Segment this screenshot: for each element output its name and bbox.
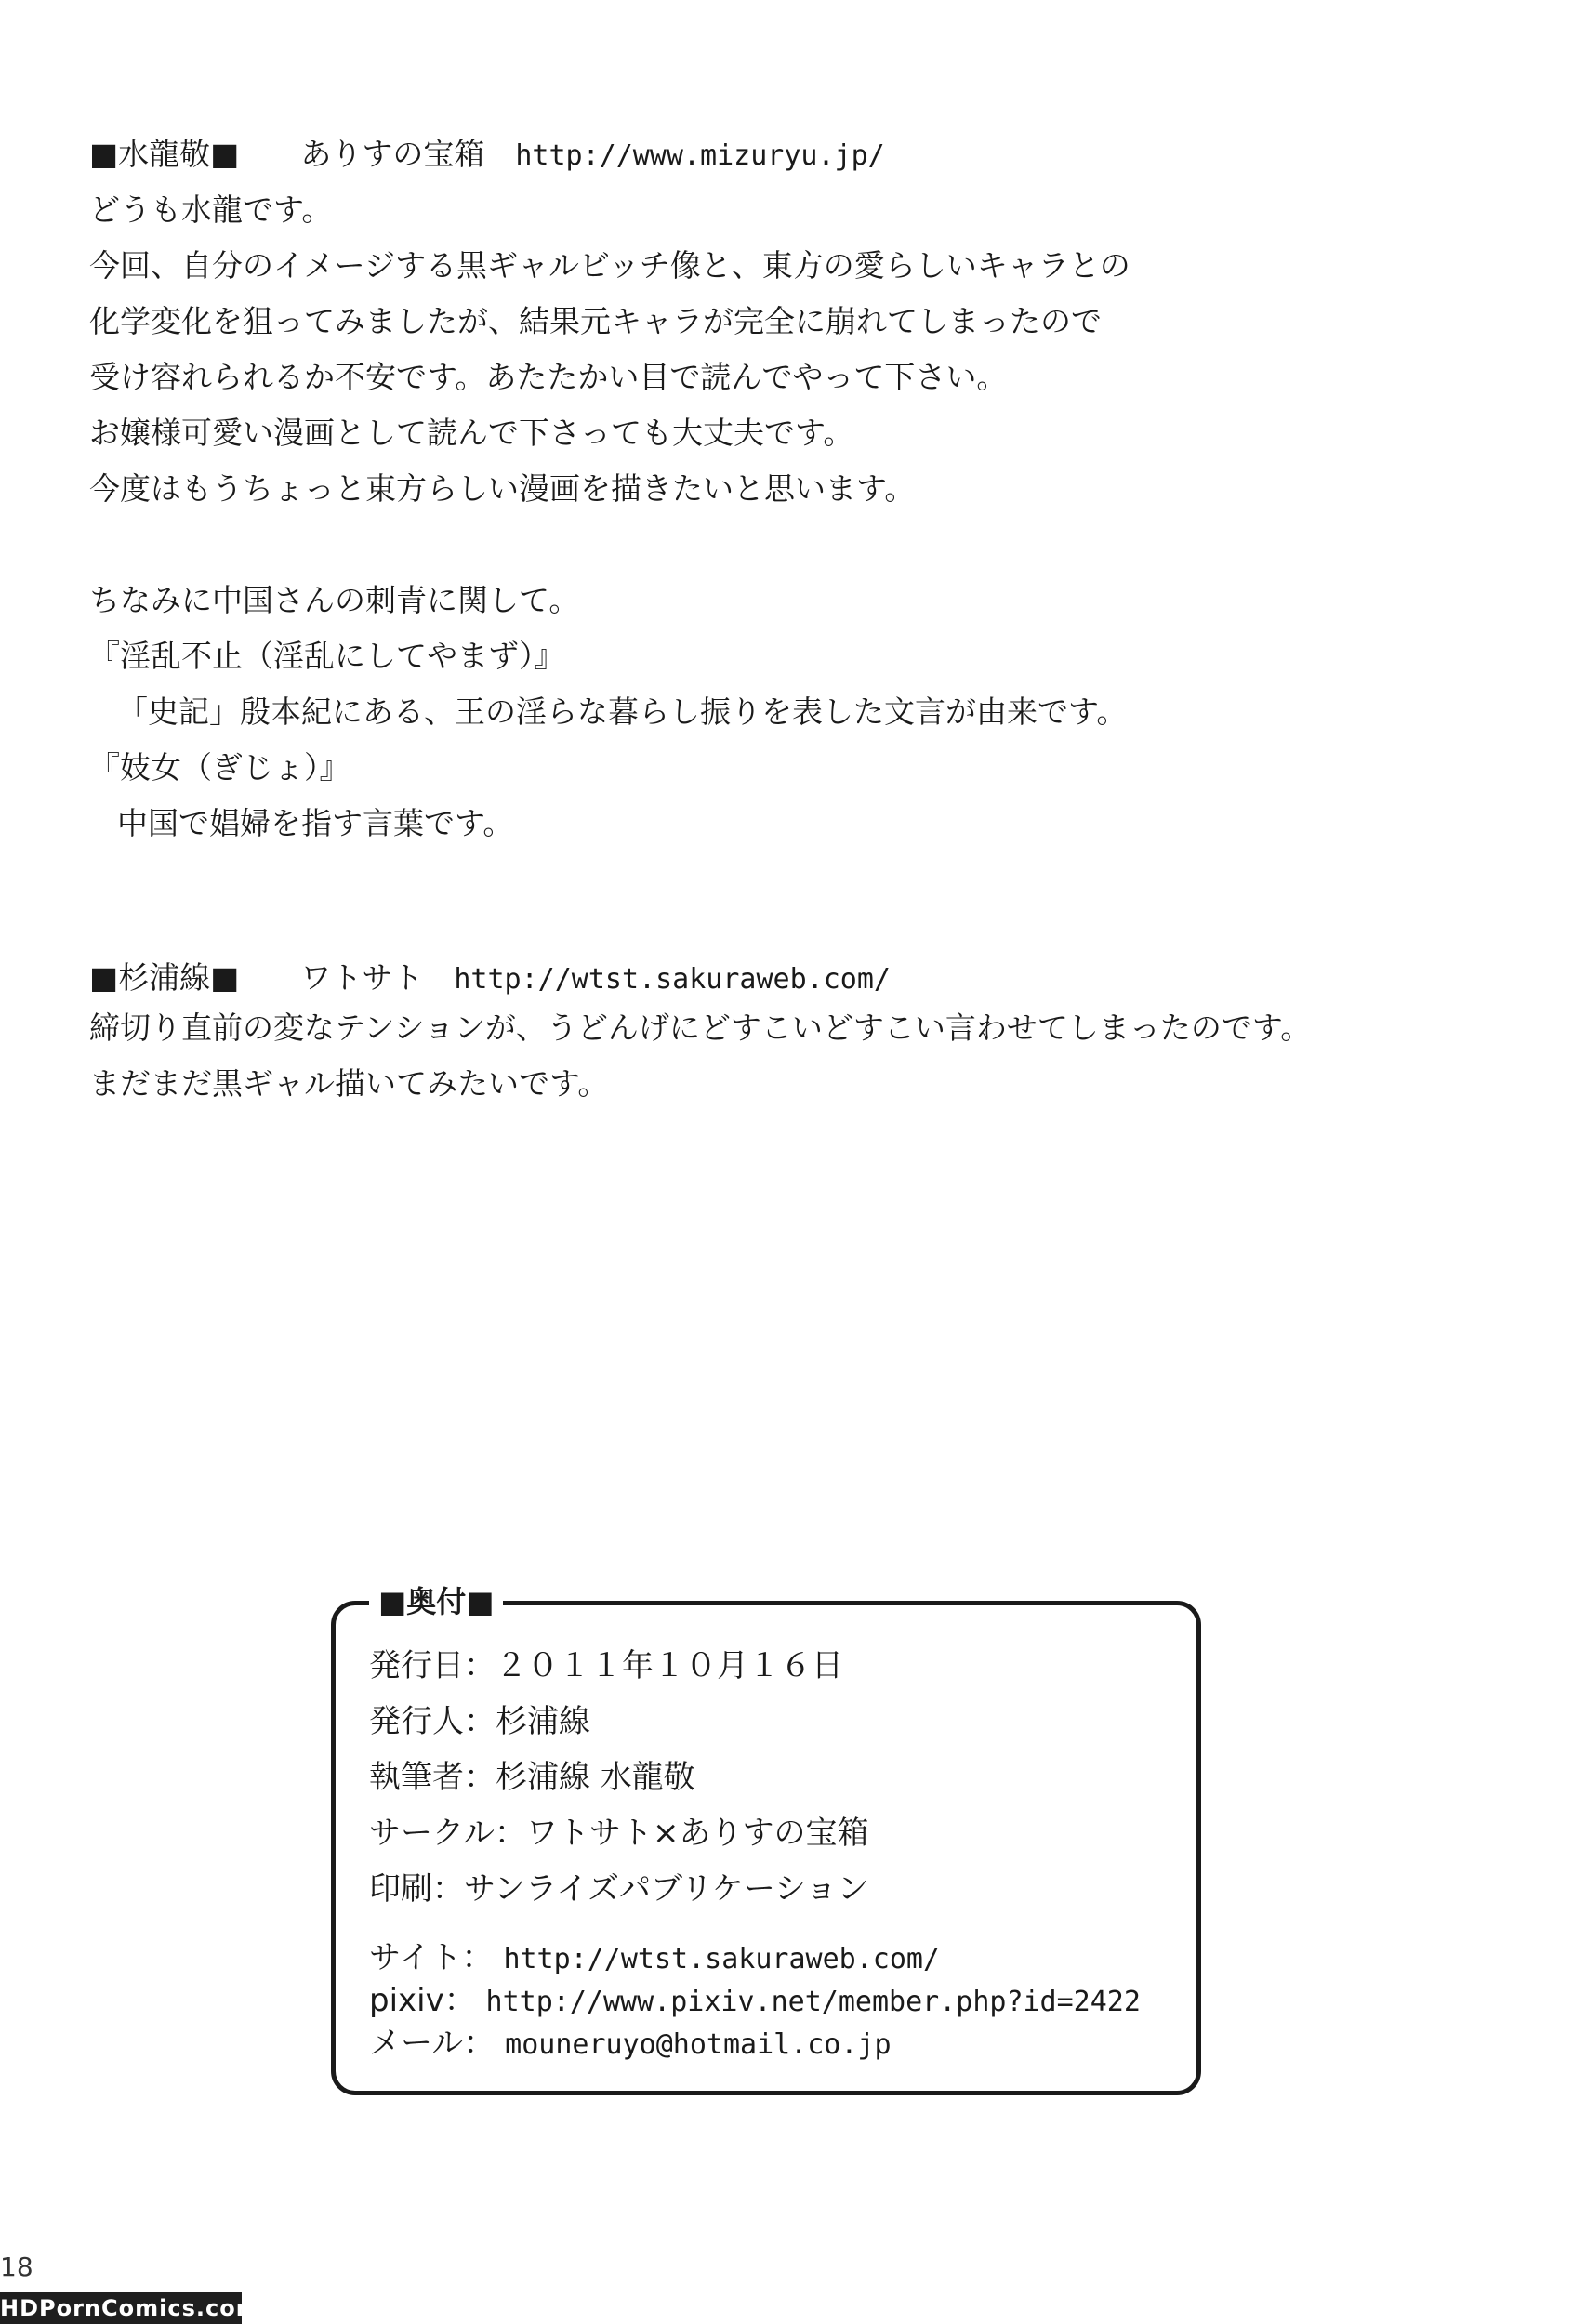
pixiv-url[interactable]: http://www.pixiv.net/member.php?id=2422: [485, 1986, 1141, 2018]
mizuryu-circle: ありすの宝箱: [300, 136, 485, 172]
colophon-publisher-row: [369, 1702, 590, 1741]
tattoo-note-term-2: 『妓女（ぎじょ）』: [89, 749, 350, 786]
sugiura-url[interactable]: http://wtst.sakuraweb.com/: [454, 963, 891, 996]
colophon-circle-row: [369, 1814, 868, 1853]
tattoo-note-intro: ちなみに中国さんの刺青に関して。: [89, 582, 580, 618]
mizuryu-heading: ■水龍敬■: [89, 136, 240, 172]
sugiura-heading-line: [89, 959, 891, 998]
mizuryu-heading-line: [89, 136, 885, 175]
mizuryu-line-6: 今度はもうちょっと東方らしい漫画を描きたいと思います。: [89, 470, 916, 507]
colophon-mail-row: [369, 2024, 892, 2065]
site-label: サイト：: [369, 1939, 494, 1976]
mail-address[interactable]: mouneruyo@hotmail.co.jp: [505, 2028, 892, 2061]
colophon-date-row: [369, 1646, 843, 1685]
mizuryu-line-1: どうも水龍です。: [89, 191, 333, 228]
circle-label: サークル：: [369, 1815, 526, 1852]
mizuryu-line-2: 今回、自分のイメージする黒ギャルビッチ像と、東方の愛らしいキャラとの: [89, 247, 1130, 284]
mizuryu-url[interactable]: http://www.mizuryu.jp/: [515, 139, 885, 172]
date-value: ２０１１年１０月１６日: [496, 1647, 843, 1684]
mizuryu-line-5: お嬢様可愛い漫画として読んで下さっても大丈夫です。: [89, 415, 854, 451]
pixiv-label: pixiv：: [369, 1982, 476, 2019]
circle-value: ワトサト×ありすの宝箱: [525, 1815, 869, 1852]
printer-value: サンライズパブリケーション: [464, 1870, 869, 1908]
colophon-title: ■奥付■: [369, 1581, 503, 1622]
mizuryu-line-4: 受け容れられるか不安です。あたたかい目で読んでやって下さい。: [89, 359, 1008, 395]
colophon-pixiv-row: [369, 1981, 1141, 2022]
site-url[interactable]: http://wtst.sakuraweb.com/: [503, 1943, 941, 1975]
printer-label: 印刷：: [369, 1870, 464, 1908]
mail-label: メール：: [369, 2025, 496, 2062]
publisher-label: 発行人：: [369, 1703, 496, 1740]
sugiura-heading: ■杉浦線■: [89, 959, 240, 996]
footer-badge[interactable]: HDPornComics.com: [0, 2292, 242, 2324]
date-label: 発行日：: [369, 1647, 496, 1684]
mizuryu-line-3: 化学変化を狙ってみましたが、結果元キャラが完全に崩れてしまったので: [89, 303, 1102, 339]
publisher-value: 杉浦線: [496, 1703, 590, 1740]
sugiura-line-2: まだまだ黒ギャル描いてみたいです。: [89, 1065, 609, 1102]
colophon-printer-row: [369, 1869, 869, 1908]
colophon-box: [331, 1584, 1201, 2095]
sugiura-line-1: 締切り直前の変なテンションが、うどんげにどすこいどすこい言わせてしまったのです。: [89, 1010, 1312, 1046]
authors-value: 杉浦線 水龍敬: [496, 1759, 695, 1796]
tattoo-note-term-1: 『淫乱不止（淫乱にしてやまず）』: [89, 638, 565, 674]
colophon-site-row: [369, 1938, 940, 1979]
page-number: 18: [0, 2251, 33, 2282]
tattoo-note-desc-1: 「史記」殷本紀にある、王の淫らな暮らし振りを表した文言が由来です。: [117, 693, 1128, 730]
sugiura-circle: ワトサト: [300, 959, 424, 996]
tattoo-note-desc-2: 中国で娼婦を指す言葉です。: [117, 805, 514, 841]
colophon-authors-row: [369, 1758, 695, 1797]
authors-label: 執筆者：: [369, 1759, 496, 1796]
